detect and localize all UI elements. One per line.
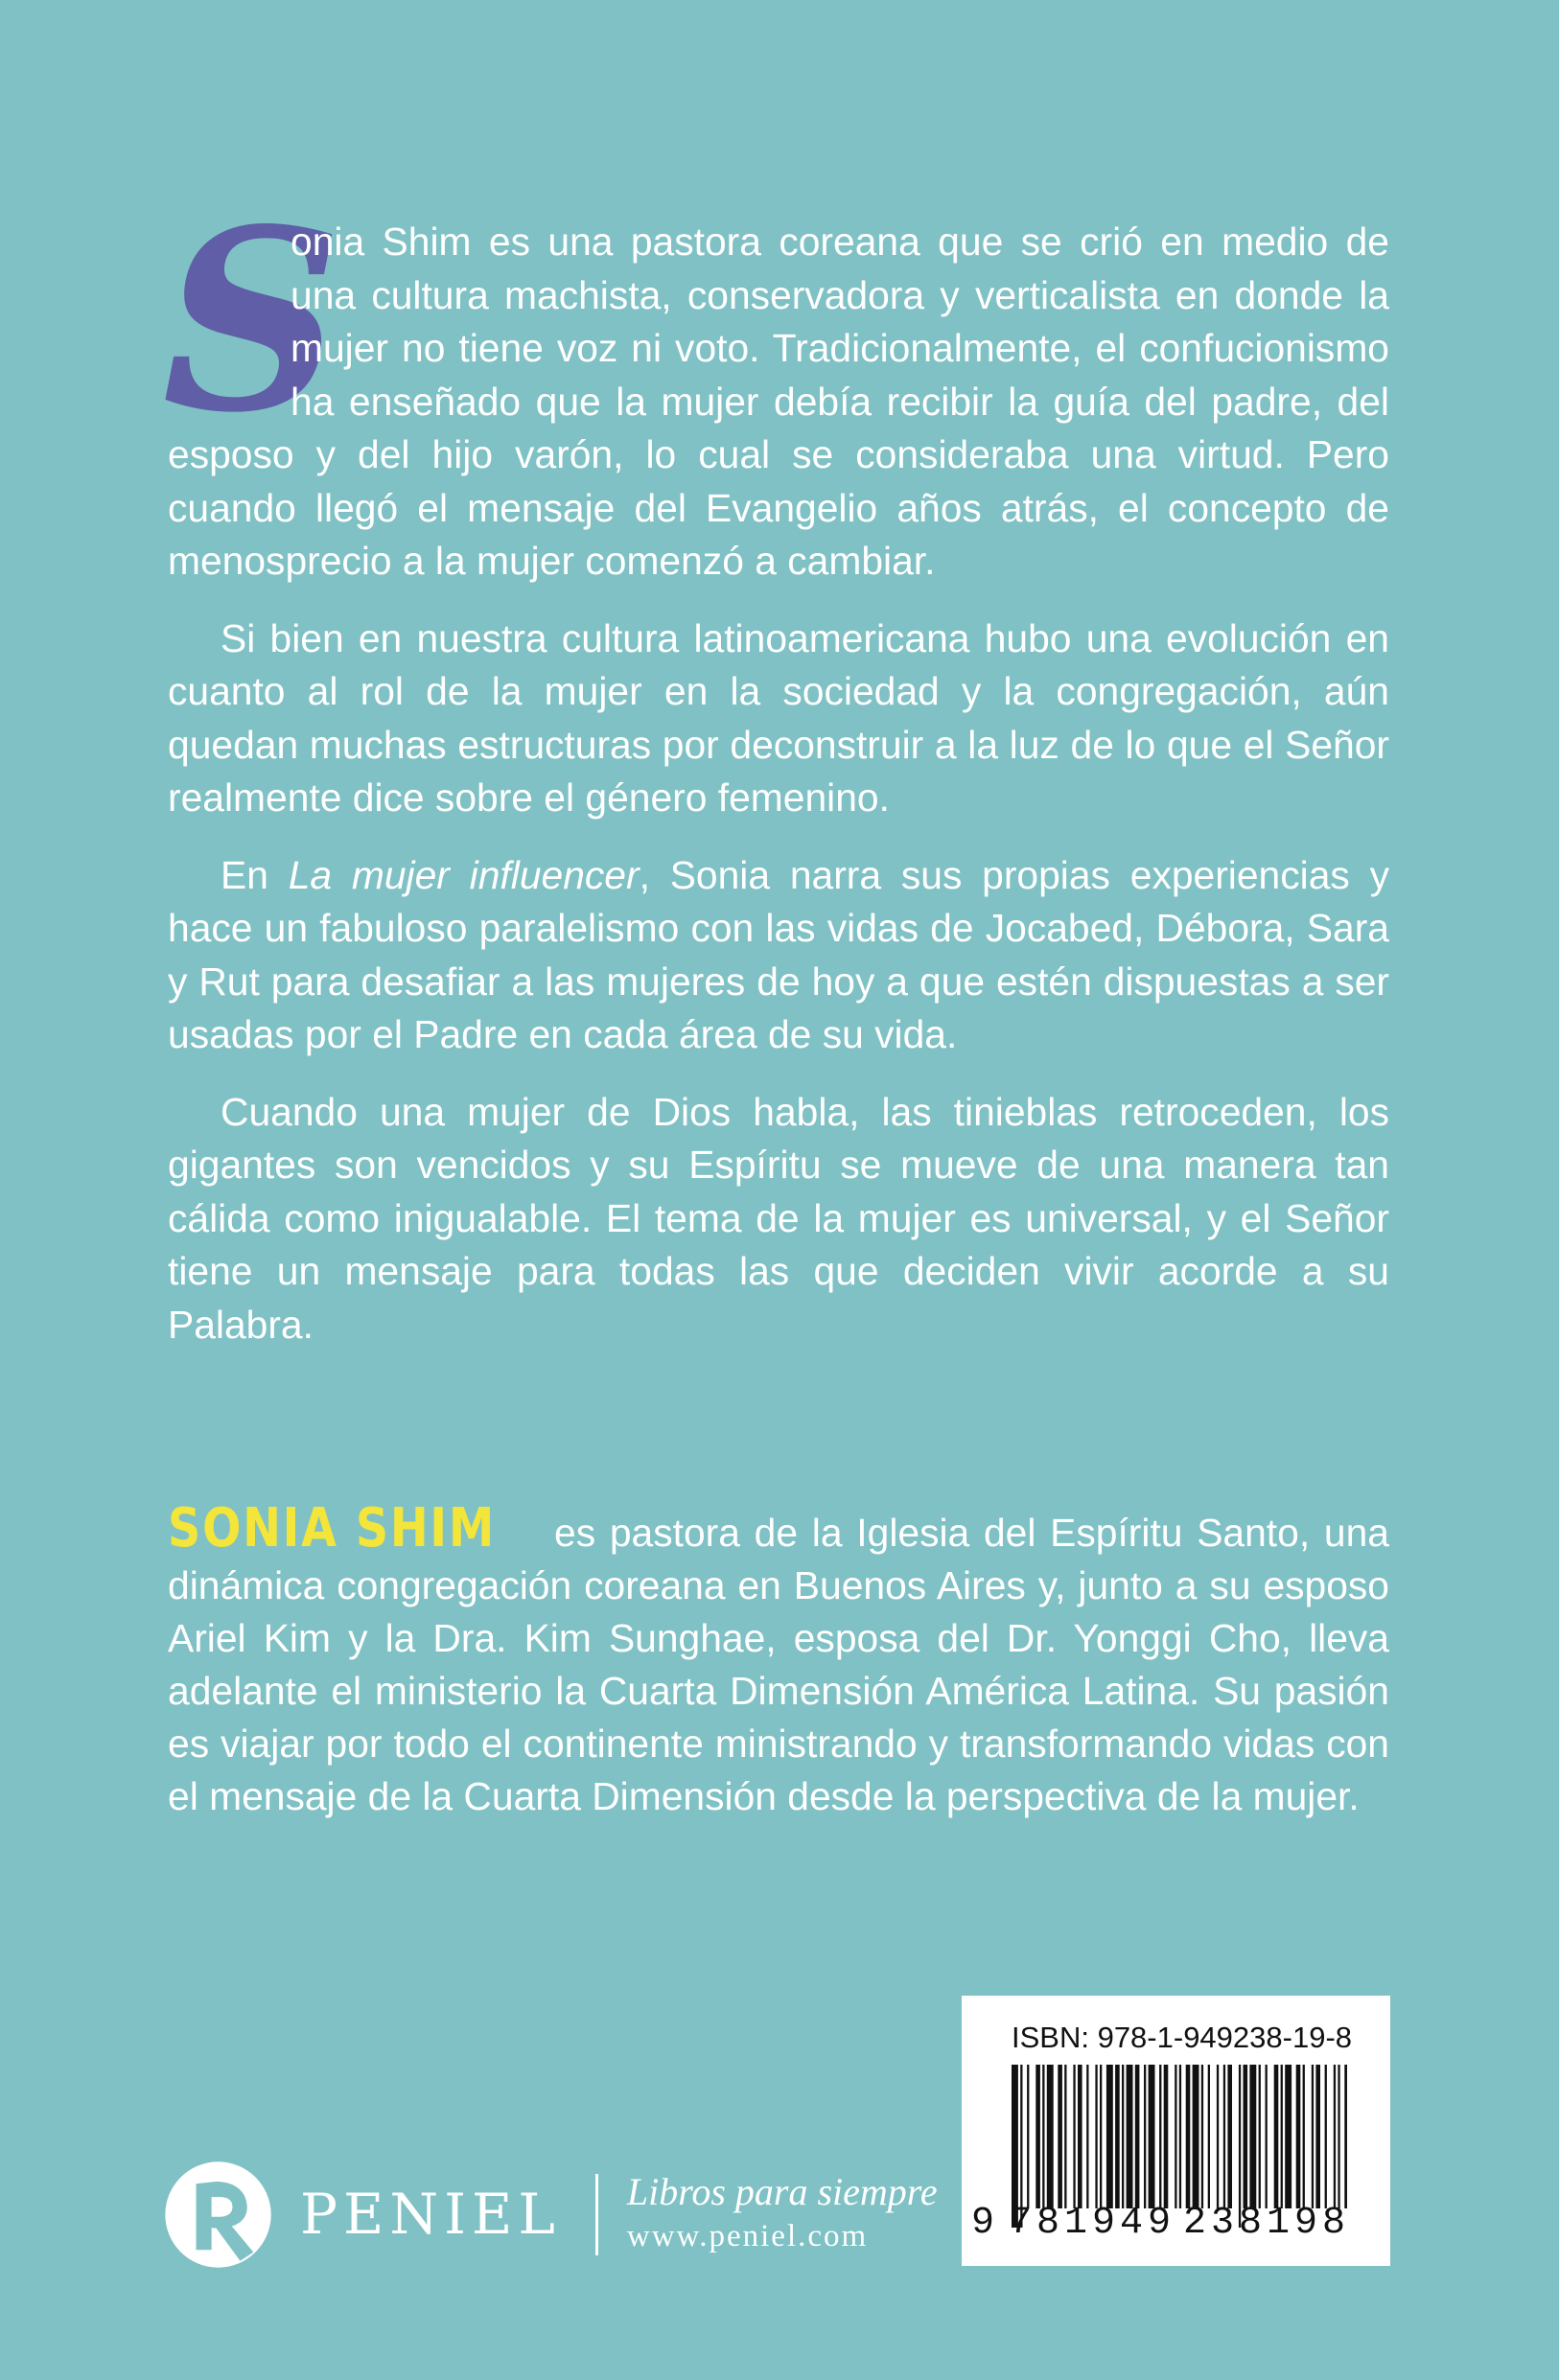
barcode-bar: [1344, 2065, 1347, 2208]
barcode-digits: [971, 2202, 1350, 2245]
barcode-bar: [1179, 2065, 1181, 2208]
barcode-bar: [1149, 2065, 1155, 2208]
publisher-footer: [163, 2161, 938, 2267]
barcode-bar: [1073, 2065, 1075, 2208]
publisher-name: PENIEL: [300, 2182, 561, 2247]
barcode-bar: [1042, 2065, 1044, 2208]
barcode-bar: [1227, 2065, 1232, 2208]
barcode-bar: [1274, 2065, 1279, 2208]
barcode-bar: [1175, 2065, 1176, 2208]
barcode-bar: [1244, 2065, 1248, 2208]
barcode-bar: [1338, 2065, 1339, 2208]
barcode-bar: [1086, 2065, 1088, 2208]
barcode-bar: [1193, 2065, 1199, 2208]
barcode-bar: [1047, 2065, 1054, 2208]
barcode-bar: [1281, 2065, 1283, 2208]
barcode-bar: [1217, 2065, 1219, 2208]
barcode-bar: [1078, 2065, 1082, 2208]
barcode-bar: [1285, 2065, 1291, 2208]
barcode-bar: [1095, 2065, 1097, 2208]
barcode-bar: [1186, 2065, 1191, 2208]
author-name: SONIA SHIM: [168, 1497, 496, 1560]
peniel-logo-icon: [163, 2160, 273, 2270]
barcode-bar: [1115, 2065, 1120, 2208]
isbn-barcode: [962, 1996, 1390, 2266]
barcode-bar: [1208, 2065, 1210, 2208]
barcode-bar: [1312, 2065, 1314, 2208]
barcode-digit-group-2: 238198: [1182, 2202, 1350, 2245]
barcode-bar: [1249, 2065, 1256, 2208]
logo-divider: [595, 2174, 598, 2255]
barcode-bar: [1259, 2065, 1261, 2208]
barcode-bar: [1027, 2065, 1029, 2208]
barcode-bar: [1058, 2065, 1062, 2208]
publisher-slogan-block: [627, 2170, 938, 2258]
author-bio: [168, 1497, 1389, 1823]
blurb-paragraph-4: Cuando una mujer de Dios habla, las tinieblas retroceden, los gigantes son vencidos y su Espíritu se mueve de una manera tan cálida como inigualable. El tema de la mujer es universal, y el Señor tiene un mensaje para todas las que deciden vivir acorde a su Palabra.: [168, 1089, 1389, 1347]
barcode-bar: [1064, 2065, 1066, 2208]
barcode-bar: [1135, 2065, 1140, 2208]
barcode-bar: [1266, 2065, 1268, 2208]
barcode-bar: [1164, 2065, 1169, 2208]
blurb-paragraph-3-suffix: , Sonia narra sus propias experiencias y hace un fabuloso paralelismo con las vidas de Jocabed, Débora, Sara y Rut para desafiar a las mujeres de hoy a que estén dispuestas a ser usadas por el Padre en cada área de su vida.: [168, 852, 1389, 1056]
barcode-bar: [1106, 2065, 1113, 2208]
barcode-bar: [1201, 2065, 1203, 2208]
barcode-bar: [1035, 2065, 1040, 2208]
barcode-bar: [1296, 2065, 1301, 2208]
author-bio-text: es pastora de la Iglesia del Espíritu Santo, una dinámica congregación coreana en Buenos Aires y, junto a su esposo Ariel Kim y la Dra. Kim Sunghae, esposa del Dr. Yonggi Cho, lleva adelante el ministerio la Cuarta Dimensión América Latina. Su pasión es viajar por todo el continente ministrando y transformando vidas con el mensaje de la Cuarta Dimensión desde la perspectiva de la mujer.: [168, 1511, 1389, 1818]
barcode-bar: [1100, 2065, 1102, 2208]
barcode-bar: [1122, 2065, 1124, 2208]
barcode-bar: [1159, 2065, 1161, 2208]
barcode-bar: [1315, 2065, 1320, 2208]
blurb-paragraph-3-prefix: En: [221, 852, 289, 897]
back-cover-blurb: [162, 175, 1389, 1375]
barcode-digit-group-1: 781949: [1008, 2202, 1175, 2245]
barcode-digit-first: 9: [971, 2202, 995, 2245]
barcode-bar: [1334, 2065, 1336, 2208]
dropcap-letter: S: [162, 175, 342, 468]
blurb-paragraph-2: Si bien en nuestra cultura latinoamericana hubo una evolución en cuanto al rol de la mujer en la sociedad y la congregación, aún quedan muchas estructuras por deconstruir a la luz de lo que el Señor realmente dice sobre el género femenino.: [168, 615, 1389, 820]
blurb-paragraph-1: [162, 175, 1389, 589]
barcode-bar: [1127, 2065, 1133, 2208]
barcode-bar: [1303, 2065, 1305, 2208]
barcode-bar: [1144, 2065, 1146, 2208]
publisher-url: www.peniel.com: [626, 2219, 869, 2253]
blurb-paragraph-3: [168, 849, 1389, 1062]
isbn-label: ISBN: 978-1-949238-19-8: [1012, 2021, 1353, 2054]
barcode-bar: [1223, 2065, 1225, 2208]
publisher-slogan: Libros para siempre: [626, 2170, 938, 2213]
book-title-italic: La mujer influencer: [288, 852, 640, 897]
barcode-bar: [1325, 2065, 1327, 2208]
blurb-paragraph-1-text: onia Shim es una pastora coreana que se crió en medio de una cultura machista, conservadora y verticalista en donde la mujer no tiene voz ni voto. Tradicionalmente, el confucionismo ha enseñado que la mujer debía recibir la guía del padre, del esposo y del hijo varón, lo cual se consideraba una virtud. Pero cuando llegó el mensaje del Evangelio años atrás, el concepto de menosprecio a la mujer comenzó a cambiar.: [168, 220, 1389, 583]
